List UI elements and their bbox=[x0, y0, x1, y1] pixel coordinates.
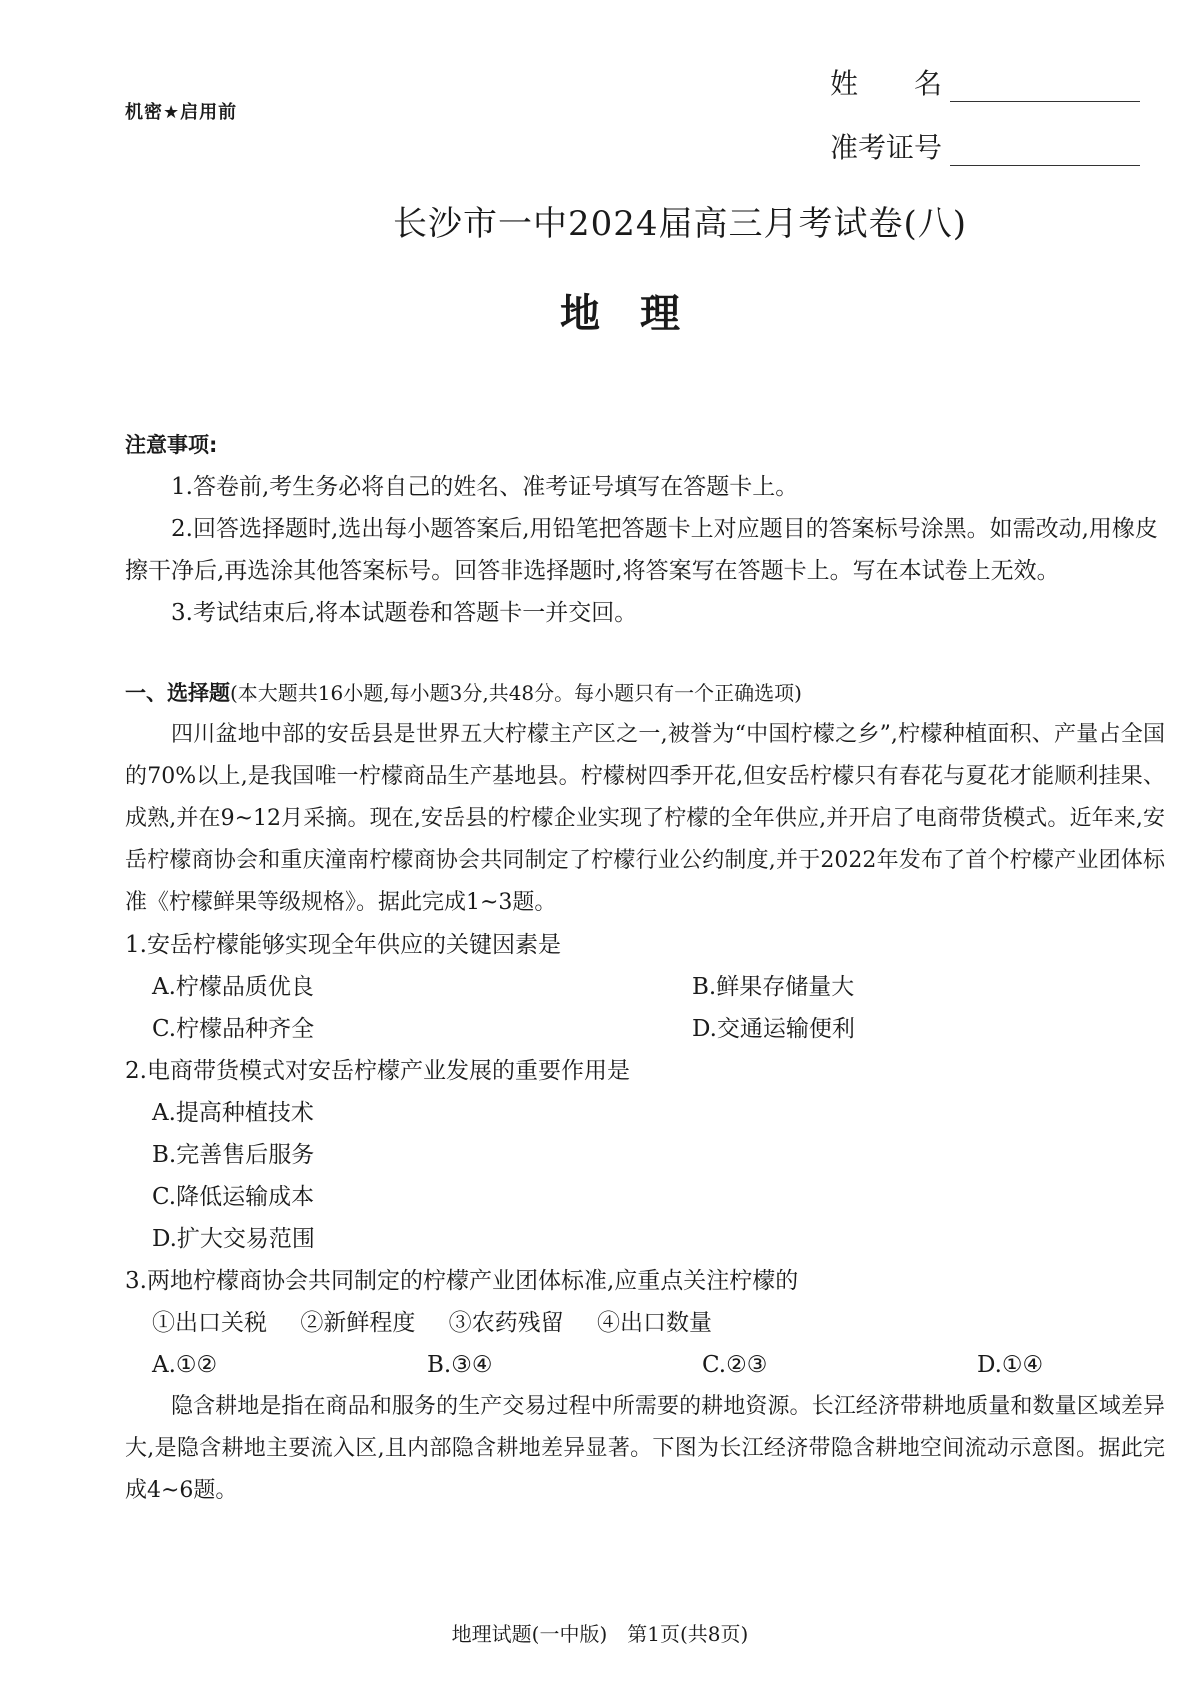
question-1-option-d: D.交通运输便利 bbox=[692, 1016, 855, 1042]
question-1-option-a: A.柠檬品质优良 bbox=[152, 974, 314, 1000]
question-3-option-c: C.②③ bbox=[702, 1352, 768, 1378]
notice-item-1: 1.答卷前,考生务必将自己的姓名、准考证号填写在答题卡上。 bbox=[171, 474, 799, 500]
question-2-option-c: C.降低运输成本 bbox=[152, 1184, 315, 1210]
confidential-label: 机密★启用前 bbox=[125, 102, 238, 123]
exam-content bbox=[125, 424, 1165, 1512]
notice-heading: 注意事项: bbox=[125, 433, 218, 457]
question-2-option-a: A.提高种植技术 bbox=[152, 1100, 314, 1126]
question-3-option-d: D.①④ bbox=[977, 1352, 1044, 1378]
question-1-option-c: C.柠檬品种齐全 bbox=[152, 1016, 315, 1042]
question-3-statements bbox=[125, 1302, 1165, 1344]
section-gap bbox=[125, 634, 1165, 672]
exam-id-blank-line bbox=[950, 135, 1140, 166]
passage-farmland: 隐含耕地是指在商品和服务的生产交易过程中所需要的耕地资源。长江经济带耕地质量和数量区域差异大,是隐含耕地主要流入区,且内部隐含耕地差异显著。下图为长江经济带隐含耕地空间流动示意图。据此完成4~6题。 bbox=[125, 1394, 1165, 1503]
exam-id-field bbox=[830, 126, 1140, 166]
question-2-option-d: D.扩大交易范围 bbox=[152, 1226, 315, 1252]
name-field bbox=[830, 62, 1140, 102]
question-2-option-b: B.完善售后服务 bbox=[152, 1142, 315, 1168]
question-3-statement-4: ④出口数量 bbox=[596, 1310, 712, 1336]
question-2-stem: 2.电商带货模式对安岳柠檬产业发展的重要作用是 bbox=[125, 1058, 630, 1084]
passage-lemon: 四川盆地中部的安岳县是世界五大柠檬主产区之一,被誉为“中国柠檬之乡”,柠檬种植面积、产量占全国的70%以上,是我国唯一柠檬商品生产基地县。柠檬树四季开花,但安岳柠檬只有春花与夏花才能顺利挂果、成熟,并在9~12月采摘。现在,安岳县的柠檬企业实现了柠檬的全年供应,并开启了电商带货模式。近年来,安岳柠檬商协会和重庆潼南柠檬商协会共同制定了柠檬行业公约制度,并于2022年发布了首个柠檬产业团体标准《柠檬鲜果等级规格》。据此完成1~3题。 bbox=[125, 722, 1165, 915]
question-3-statement-1: ①出口关税 bbox=[152, 1310, 267, 1336]
section-heading-title: 一、选择题 bbox=[125, 681, 230, 705]
notice-item-2: 2.回答选择题时,选出每小题答案后,用铅笔把答题卡上对应题目的答案标号涂黑。如需改动,用橡皮擦干净后,再选涂其他答案标号。回答非选择题时,将答案写在答题卡上。写在本试卷上无效。 bbox=[125, 516, 1158, 584]
question-1-stem: 1.安岳柠檬能够实现全年供应的关键因素是 bbox=[125, 932, 561, 958]
question-2-options bbox=[125, 1092, 1165, 1260]
notice-item-3: 3.考试结束后,将本试题卷和答题卡一并交回。 bbox=[171, 600, 638, 626]
question-1-options bbox=[125, 966, 1165, 1050]
question-1-option-b: B.鲜果存储量大 bbox=[692, 974, 855, 1000]
name-blank-line bbox=[950, 71, 1140, 102]
name-label: 姓 名 bbox=[830, 67, 943, 100]
question-3-stem: 3.两地柠檬商协会共同制定的柠檬产业团体标准,应重点关注柠檬的 bbox=[125, 1268, 799, 1294]
question-3-option-a: A.①② bbox=[152, 1352, 218, 1378]
exam-title: 长沙市一中2024届高三月考试卷(八) bbox=[392, 204, 968, 244]
section-heading bbox=[125, 672, 1165, 714]
question-3-option-b: B.③④ bbox=[427, 1352, 493, 1378]
exam-id-label: 准考证号 bbox=[830, 131, 943, 164]
question-3-statement-2: ②新鲜程度 bbox=[300, 1310, 416, 1336]
section-heading-note: (本大题共16小题,每小题3分,共48分。每小题只有一个正确选项) bbox=[230, 681, 802, 705]
page-footer: 地理试题(一中版) 第1页(共8页) bbox=[451, 1622, 749, 1646]
question-3-statement-3: ③农药残留 bbox=[448, 1310, 564, 1336]
subject-title: 地理 bbox=[560, 291, 720, 337]
question-3-options bbox=[125, 1344, 1165, 1386]
